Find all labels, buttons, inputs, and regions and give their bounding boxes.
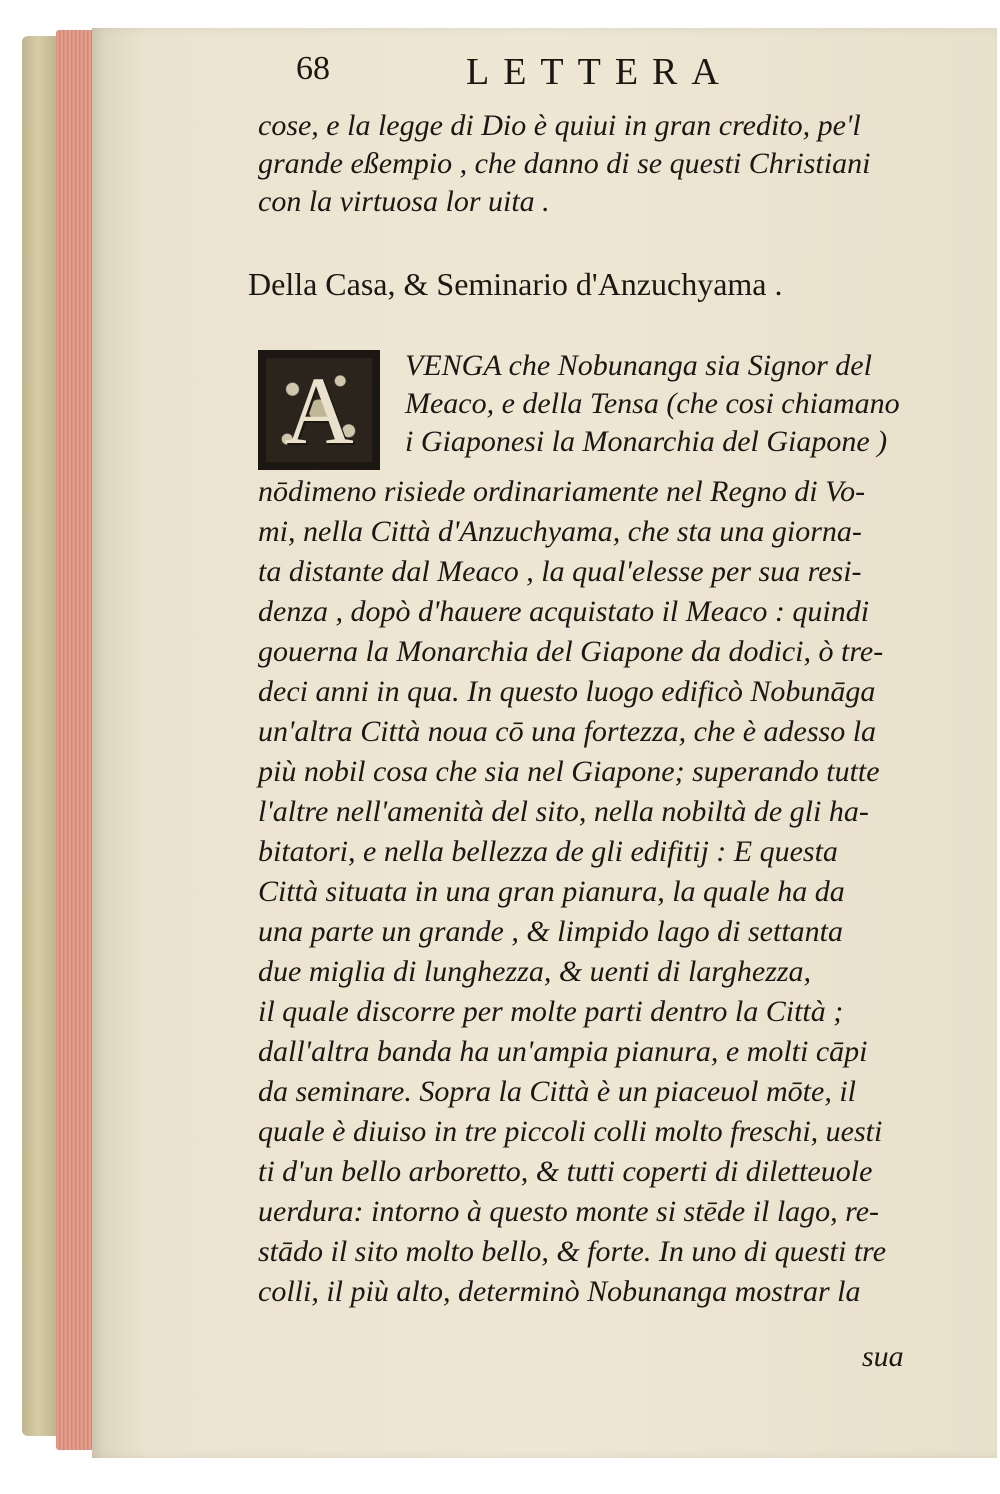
text-line: più nobil cosa che sia nel Giapone; superando tutte (258, 755, 880, 788)
text-line: con la virtuosa lor uita . (258, 185, 550, 218)
section-heading: Della Casa, & Seminario d'Anzuchyama . (248, 266, 783, 302)
text-line: stādo il sito molto bello, & forte. In uno di questi tre (258, 1235, 887, 1268)
text-line: quale è diuiso in tre piccoli colli molto freschi, uesti (258, 1115, 883, 1148)
text-line: Meaco, e della Tensa (che cosi chiamano (405, 387, 900, 420)
text-line: gouerna la Monarchia del Giapone da dodici, ò tre- (258, 635, 884, 668)
text-line: una parte un grande , & limpido lago di settanta (258, 915, 843, 948)
text-line: da seminare. Sopra la Città è un piaceuol mōte, il (258, 1075, 856, 1108)
page-edges (56, 30, 96, 1450)
text-line: grande eßempio , che danno di se questi Christiani (258, 147, 871, 180)
text-line: Città situata in una gran pianura, la quale ha da (258, 875, 845, 908)
initial-letter: A (284, 357, 354, 464)
text-line: i Giaponesi la Monarchia del Giapone ) (405, 425, 888, 458)
text-line: l'altre nell'amenità del sito, nella nobiltà de gli ha- (258, 795, 869, 828)
text-line: denza , dopò d'hauere acquistato il Meaco : quindi (258, 595, 870, 628)
text-line: il quale discorre per molte parti dentro la Città ; (258, 995, 844, 1028)
text-line: bitatori, e nella bellezza de gli edifitij : E questa (258, 835, 838, 868)
catchword: sua (862, 1340, 904, 1373)
text-line: deci anni in qua. In questo luogo edificò Nobunāga (258, 675, 876, 708)
text-line: VENGA che Nobunanga sia Signor del (405, 349, 872, 382)
text-line: un'altra Città noua cō una fortezza, che è adesso la (258, 715, 877, 748)
text-line: colli, il più alto, determinò Nobunanga mostrar la (258, 1275, 861, 1308)
running-title: LETTERA (466, 51, 733, 93)
text-line: dall'altra banda ha un'ampia pianura, e molti cāpi (258, 1035, 868, 1068)
text-line: nōdimeno risiede ordinariamente nel Regno di Vo- (258, 475, 866, 508)
text-line: ta distante dal Meaco , la qual'elesse per sua resi- (258, 555, 862, 588)
text-line: uerdura: intorno à questo monte si stēde il lago, re- (258, 1195, 880, 1228)
decorated-initial (258, 350, 380, 470)
text-line: due miglia di lunghezza, & uenti di larghezza, (258, 955, 812, 988)
text-line: ti d'un bello arboretto, & tutti coperti di diletteuole (258, 1155, 873, 1188)
page-number: 68 (296, 50, 330, 87)
running-head (296, 50, 776, 100)
text-line: cose, e la legge di Dio è quiui in gran credito, pe'l (258, 109, 861, 142)
text-line: mi, nella Città d'Anzuchyama, che sta una giorna- (258, 515, 862, 548)
